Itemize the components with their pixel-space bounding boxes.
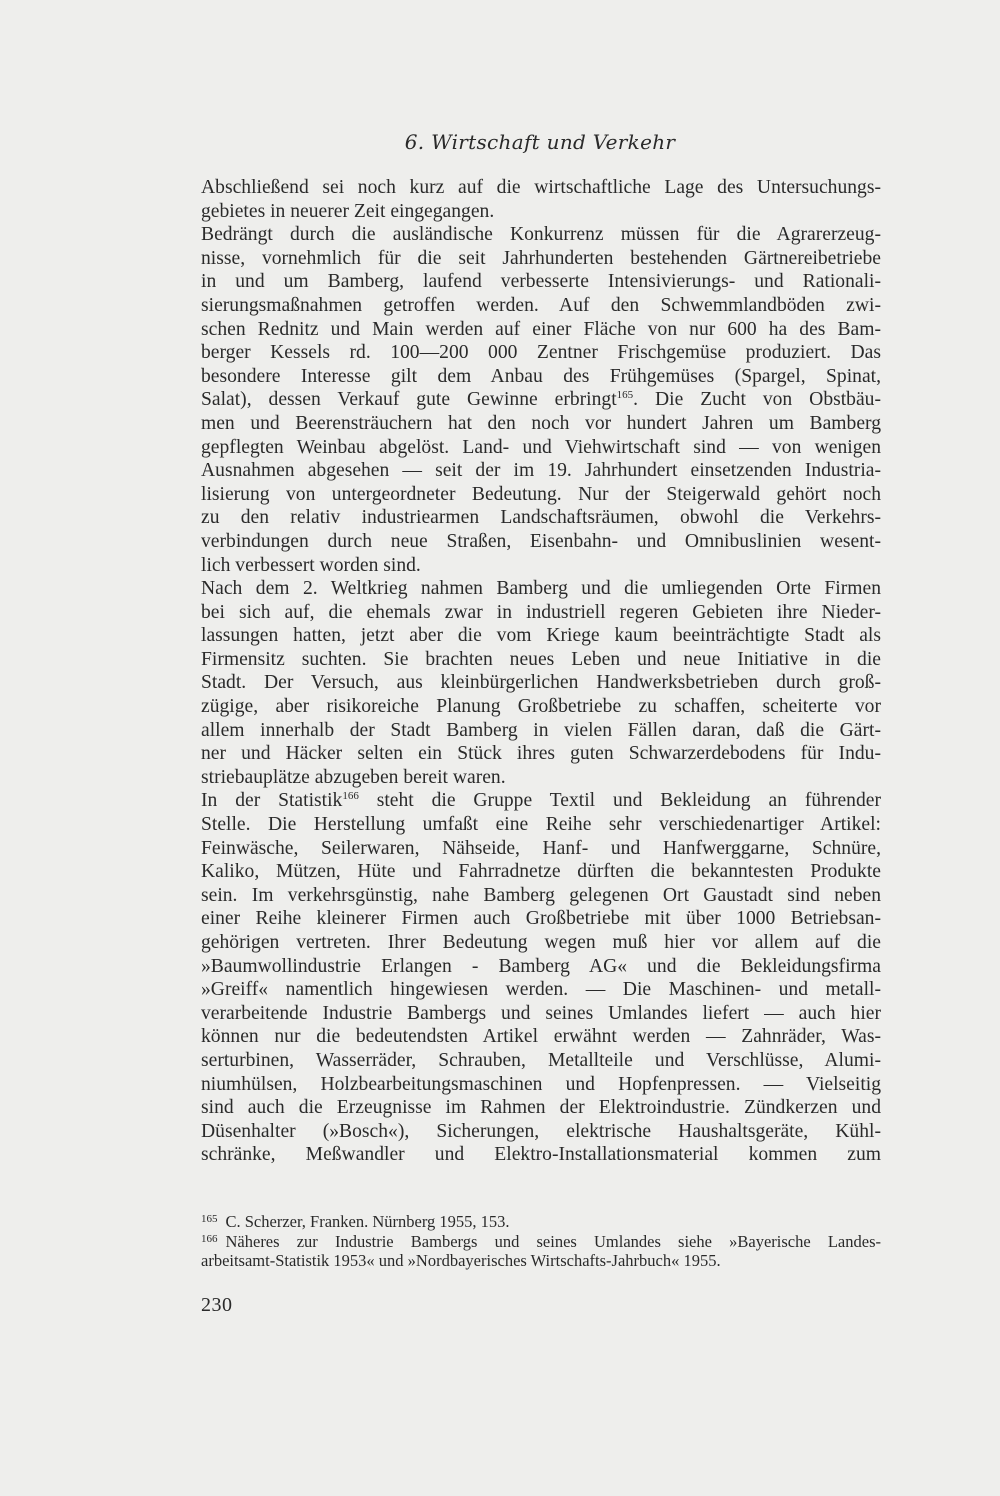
footnote bbox=[201, 1212, 881, 1232]
footnote-reference: 165 bbox=[616, 389, 634, 402]
text-line: schen Rednitz und Main werden auf einer Fläche von nur 600 ha des Bam- bbox=[201, 318, 881, 340]
text-line: lassungen hatten, jetzt aber die vom Kriege kaum beeinträchtigte Stadt als bbox=[201, 625, 881, 647]
text-line: verarbeitende Industrie Bambergs und seines Umlandes liefert — auch hier bbox=[201, 1002, 881, 1024]
text-line: Bedrängt durch die ausländische Konkurrenz müssen für die Agrarerzeug- bbox=[201, 224, 881, 246]
text-line: nisse, vornehmlich für die seit Jahrhunderten bestehenden Gärtnereibetriebe bbox=[201, 247, 881, 269]
text-line: sein. Im verkehrsgünstig, nahe Bamberg gelegenen Ort Gaustadt sind neben bbox=[201, 884, 881, 906]
text-line: Stelle. Die Herstellung umfaßt eine Reihe sehr verschiedenartiger Artikel: bbox=[201, 814, 881, 836]
text-line: »Baumwollindustrie Erlangen - Bamberg AG« und die Bekleidungsfirma bbox=[201, 955, 881, 977]
text-line: gepflegten Weinbau abgelöst. Land- und Viehwirtschaft sind — von wenigen bbox=[201, 436, 881, 458]
text-line: schränke, Meßwandler und Elektro-Installationsmaterial kommen zum bbox=[201, 1144, 881, 1166]
text-line: serturbinen, Wasserräder, Schrauben, Metallteile und Verschlüsse, Alumi- bbox=[201, 1049, 881, 1071]
text-line: striebauplätze abzugeben bereit waren. bbox=[201, 766, 506, 788]
text-line: besondere Interesse gilt dem Anbau des Frühgemüses (Spargel, Spinat, bbox=[201, 365, 881, 387]
footnote-number: 166 bbox=[201, 1232, 218, 1245]
text-line: einer Reihe kleinerer Firmen auch Großbetriebe mit über 1000 Betriebsan- bbox=[201, 908, 881, 930]
text-line: ner und Häcker selten ein Stück ihres guten Schwarzerdebodens für Indu- bbox=[201, 743, 881, 765]
text-line: zügige, aber risikoreiche Planung Großbetriebe zu schaffen, scheiterte vor bbox=[201, 696, 881, 718]
text-line: Ausnahmen abgesehen — seit der im 19. Jahrhundert einsetzenden Industria- bbox=[201, 460, 881, 482]
text-line: in und um Bamberg, laufend verbesserte Intensivierungs- und Rationali- bbox=[201, 271, 881, 293]
paragraph bbox=[201, 789, 881, 1167]
footnotes bbox=[201, 1212, 881, 1271]
paragraph bbox=[201, 223, 881, 577]
page-number: 230 bbox=[201, 1294, 233, 1316]
text-line: gebietes in neuerer Zeit eingegangen. bbox=[201, 200, 495, 222]
text-line: können nur die bedeutendsten Artikel erwähnt werden — Zahnräder, Was- bbox=[201, 1026, 881, 1048]
text-line: Abschließend sei noch kurz auf die wirtschaftliche Lage des Untersuchungs- bbox=[201, 177, 881, 198]
text-line: In der Statistik$^{166}$ steht die Gruppe Textil und Bekleidung an führender bbox=[201, 790, 881, 812]
footnote-number: 165 bbox=[201, 1213, 218, 1225]
text-line: berger Kessels rd. 100—200 000 Zentner Frischgemüse produziert. Das bbox=[201, 342, 881, 364]
text-line: men und Beerensträuchern hat den noch vor hundert Jahren um Bamberg bbox=[201, 412, 881, 434]
text-line: sind auch die Erzeugnisse im Rahmen der Elektroindustrie. Zündkerzen und bbox=[201, 1097, 881, 1119]
text-line: lich verbessert worden sind. bbox=[201, 554, 421, 576]
paragraph bbox=[201, 176, 881, 223]
text-line: Düsenhalter (»Bosch«), Sicherungen, elektrische Haushaltsgeräte, Kühl- bbox=[201, 1120, 881, 1142]
footnote-line: arbeitsamt-Statistik 1953« und »Nordbayerisches Wirtschafts-Jahrbuch« 1955. bbox=[201, 1251, 721, 1270]
text-line: bei sich auf, die ehemals zwar in industriell regeren Gebieten ihre Nieder- bbox=[201, 601, 881, 623]
text-line: »Greiff« namentlich hingewiesen werden. — Die Maschinen- und metall- bbox=[201, 979, 881, 1001]
footnote-reference: 166 bbox=[342, 790, 359, 803]
footnote-line: $^{165}$ C. Scherzer, Franken. Nürnberg 1955, 153. bbox=[201, 1212, 510, 1231]
text-line: allem innerhalb der Stadt Bamberg in vielen Fällen daran, daß die Gärt- bbox=[201, 719, 881, 741]
footnote-line: $^{166}$ Näheres zur Industrie Bambergs und seines Umlandes siehe »Bayerische Landes- bbox=[201, 1231, 881, 1251]
text-line: Stadt. Der Versuch, aus kleinbürgerlichen Handwerksbetrieben durch groß- bbox=[201, 672, 881, 694]
paragraph bbox=[201, 577, 881, 789]
text-line: sierungsmaßnahmen getroffen werden. Auf den Schwemmlandböden zwi- bbox=[201, 294, 881, 316]
text-line: Feinwäsche, Seilerwaren, Nähseide, Hanf- und Hanfwerggarne, Schnüre, bbox=[201, 837, 881, 859]
text-line: Salat), dessen Verkauf gute Gewinne erbringt$^{165}$. Die Zucht von Obstbäu- bbox=[201, 389, 881, 411]
text-line: verbindungen durch neue Straßen, Eisenbahn- und Omnibuslinien wesent- bbox=[201, 530, 881, 552]
text-line: Kaliko, Mützen, Hüte und Fahrradnetze dürften die bekanntesten Produkte bbox=[201, 861, 881, 883]
text-line: niumhülsen, Holzbearbeitungsmaschinen und Hopfenpressen. — Vielseitig bbox=[201, 1073, 881, 1095]
text-line: lisierung von untergeordneter Bedeutung. Nur der Steigerwald gehört noch bbox=[201, 483, 881, 505]
text-line: Nach dem 2. Weltkrieg nahmen Bamberg und die umliegenden Orte Firmen bbox=[201, 578, 881, 600]
footnote bbox=[201, 1232, 881, 1271]
body-text bbox=[201, 176, 881, 1167]
section-heading: 6. Wirtschaft und Verkehr bbox=[404, 130, 676, 154]
text-line: Firmensitz suchten. Sie brachten neues Leben und neue Initiative in die bbox=[201, 648, 881, 670]
text-line: zu den relativ industriearmen Landschaftsräumen, obwohl die Verkehrs- bbox=[201, 507, 881, 529]
text-line: gehörigen vertreten. Ihrer Bedeutung wegen muß hier vor allem auf die bbox=[201, 932, 881, 953]
